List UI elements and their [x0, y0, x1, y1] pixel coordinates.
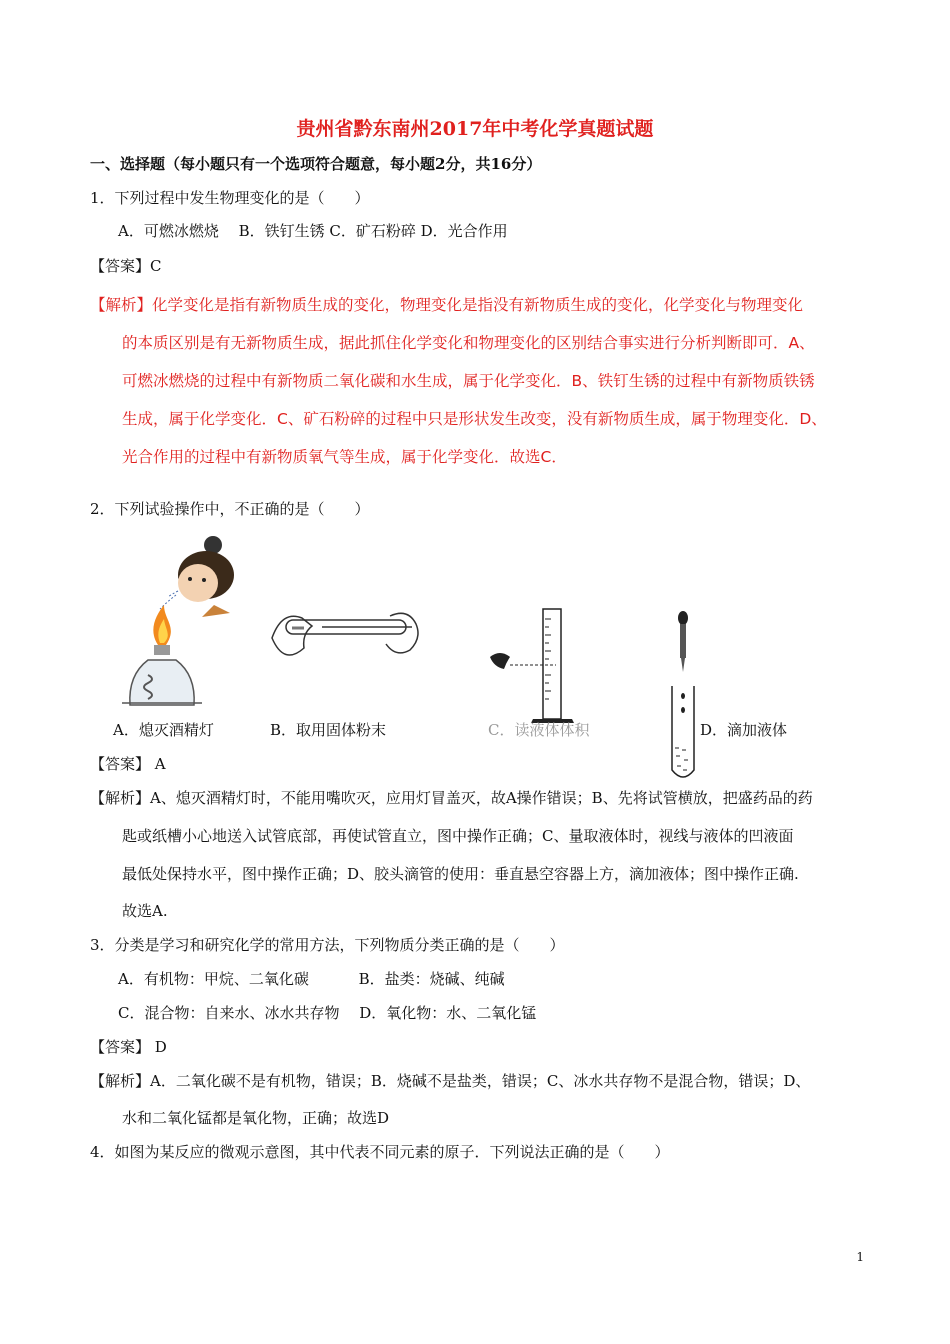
q4-stem: 4．如图为某反应的微观示意图，其中代表不同元素的原子．下列说法正确的是（ ） — [90, 1143, 670, 1161]
q2-analysis-line-1: 【解析】A、熄灭酒精灯时，不能用嘴吹灭，应用灯冒盖灭，故A操作错误；B、先将试管横放，把盛药品的药 — [90, 789, 813, 807]
q2-caption-c: C．读液体体积 — [488, 721, 590, 739]
q1-options: A．可燃冰燃烧 B．铁钉生锈 C．矿石粉碎 D．光合作用 — [118, 222, 508, 240]
section-heading: 一、选择题（每小题只有一个选项符合题意，每小题2分，共16分） — [90, 155, 542, 173]
q1-analysis-line-1: 【解析】化学变化是指有新物质生成的变化，物理变化是指没有新物质生成的变化，化学变化与物理变化 — [90, 296, 804, 314]
alcohol-lamp-illustration — [118, 535, 243, 710]
q1-analysis-line-2: 的本质区别是有无新物质生成，据此抓住化学变化和物理变化的区别结合事实进行分析判断即可．A、 — [122, 334, 815, 352]
q2-analysis-line-4: 故选A. — [122, 902, 168, 920]
q2-caption-d: D．滴加液体 — [700, 721, 788, 739]
q1-answer: 【答案】C — [90, 257, 162, 275]
q3-options-line-2: C．混合物：自来水、冰水共存物 D．氧化物：水、二氧化锰 — [118, 1004, 537, 1022]
q3-stem: 3．分类是学习和研究化学的常用方法，下列物质分类正确的是（ ） — [90, 936, 565, 954]
q2-analysis-line-2: 匙或纸槽小心地送入试管底部，再使试管直立，图中操作正确；C、量取液体时，视线与液体的凹液面 — [122, 827, 794, 845]
dropper-testtube-illustration — [668, 610, 698, 785]
page-title: 贵州省黔东南州2017年中考化学真题试题 — [296, 118, 654, 140]
q2-caption-a: A．熄灭酒精灯 — [113, 721, 214, 739]
graduated-cylinder-illustration — [488, 605, 588, 725]
q3-analysis-line-1: 【解析】A．二氧化碳不是有机物，错误；B．烧碱不是盐类，错误；C、冰水共存物不是混合物，错误；D、 — [90, 1072, 811, 1090]
q1-analysis-line-4: 生成，属于化学变化．C、矿石粉碎的过程中只是形状发生改变，没有新物质生成，属于物理变化．D、 — [122, 410, 827, 428]
q2-stem: 2．下列试验操作中，不正确的是（ ） — [90, 500, 370, 518]
q1-analysis-line-3: 可燃冰燃烧的过程中有新物质二氧化碳和水生成，属于化学变化．B、铁钉生锈的过程中有新物质铁锈 — [122, 372, 815, 390]
q2-analysis-line-3: 最低处保持水平，图中操作正确；D、胶头滴管的使用：垂直悬空容器上方，滴加液体；图中操作正确. — [122, 865, 799, 883]
page-number: 1 — [856, 1250, 864, 1264]
q2-caption-b: B．取用固体粉末 — [270, 721, 387, 739]
q1-analysis-line-5: 光合作用的过程中有新物质氧气等生成，属于化学变化．故选C． — [122, 448, 567, 466]
q3-analysis-line-2: 水和二氧化锰都是氧化物，正确；故选D — [122, 1109, 390, 1127]
q3-answer: 【答案】 D — [90, 1038, 167, 1056]
q1-stem: 1．下列过程中发生物理变化的是（ ） — [90, 189, 370, 207]
powder-illustration — [262, 598, 427, 678]
q2-answer: 【答案】 A — [90, 755, 166, 773]
q3-options-line-1: A．有机物：甲烷、二氧化碳 B．盐类：烧碱、纯碱 — [118, 970, 505, 988]
